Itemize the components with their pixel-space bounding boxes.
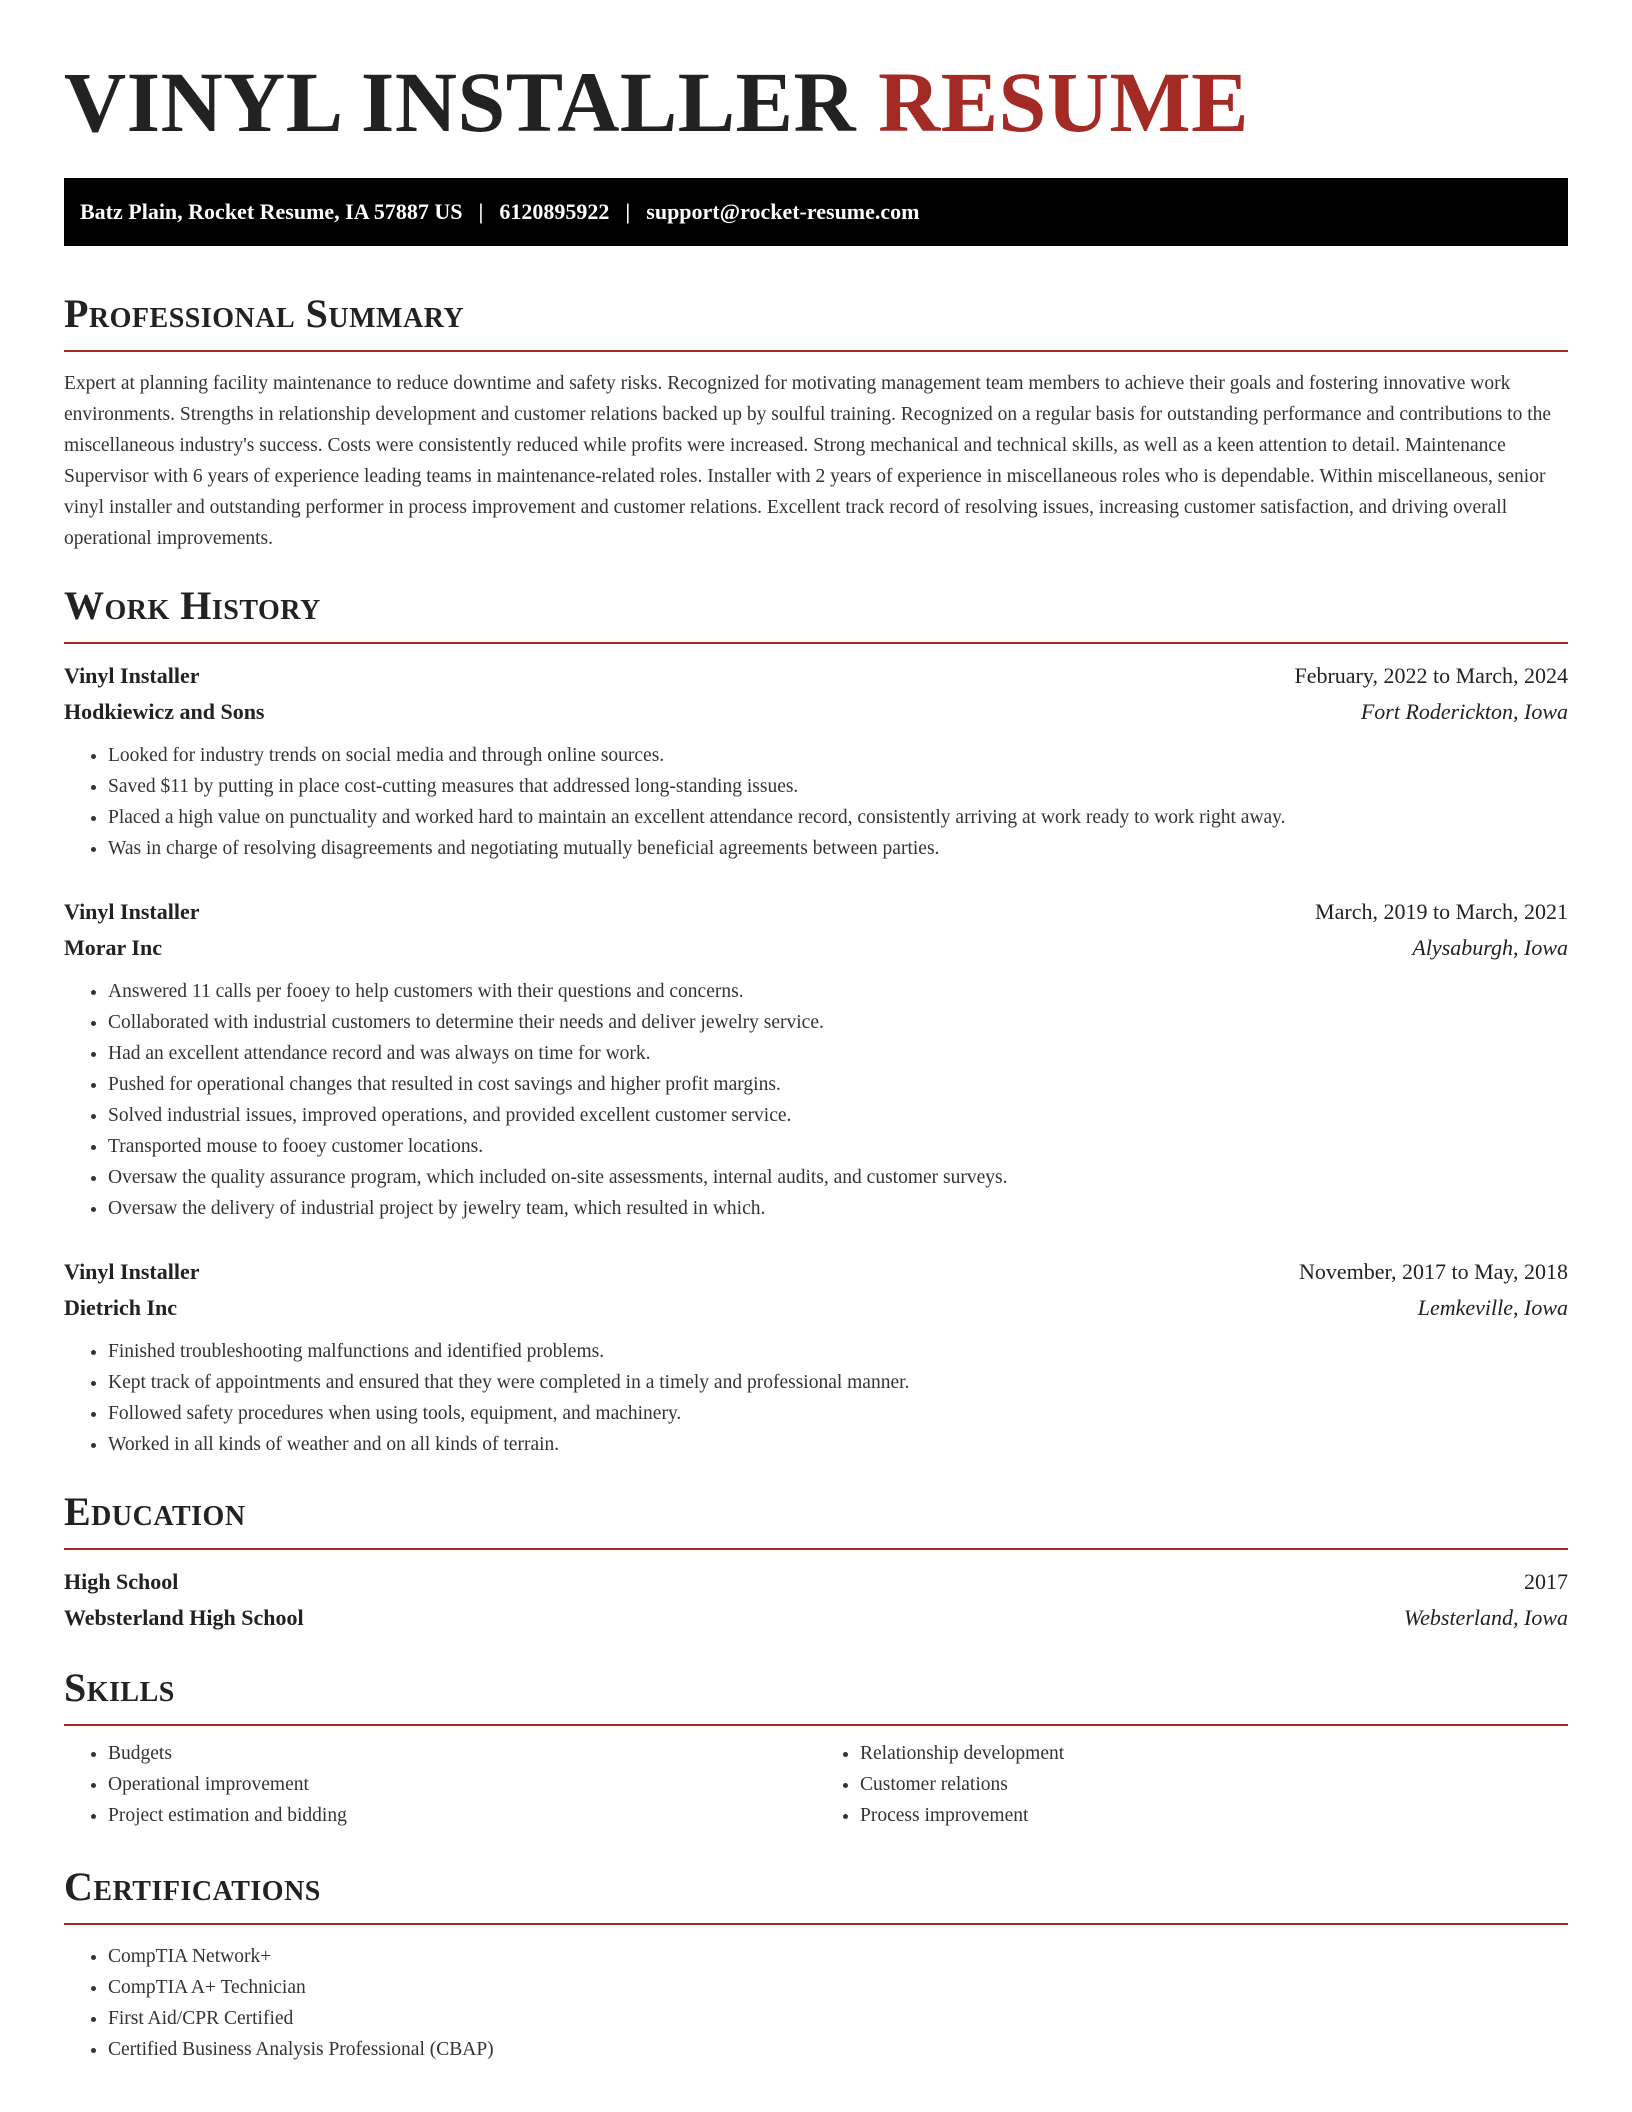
- list-item: • Worked in all kinds of weather and on all kinds of terrain.: [108, 1429, 1568, 1460]
- contact-bar: [64, 178, 1568, 246]
- job-duties-list: [64, 976, 1568, 1224]
- certification-item: • CompTIA A+ Technician: [108, 1972, 1568, 2003]
- section-divider: [64, 1548, 1568, 1550]
- job-company: Dietrich Inc: [64, 1295, 178, 1320]
- title-main: VINYL INSTALLER: [64, 54, 857, 150]
- job-company-row: [64, 930, 1568, 966]
- skill-item: • Relationship development: [860, 1738, 1568, 1769]
- list-item: • Followed safety procedures when using tools, equipment, and machinery.: [108, 1398, 1568, 1429]
- section-divider: [64, 1724, 1568, 1726]
- education-heading: Education: [64, 1489, 246, 1534]
- job-title-row: [64, 658, 1568, 694]
- list-item: • Collaborated with industrial customers to determine their needs and deliver jewelry service.: [108, 1007, 1568, 1038]
- list-item: • Kept track of appointments and ensured that they were completed in a timely and professional manner.: [108, 1367, 1568, 1398]
- list-item: • Oversaw the quality assurance program, which included on-site assessments, internal audits, and customer surveys.: [108, 1162, 1568, 1193]
- job-company: Morar Inc: [64, 935, 162, 960]
- skills-section: [64, 1662, 1568, 1831]
- job-location: Fort Roderickton, Iowa: [1360, 699, 1568, 724]
- section-divider: [64, 642, 1568, 644]
- skill-item: • Project estimation and bidding: [108, 1800, 816, 1831]
- education-degree-row: [64, 1564, 1568, 1600]
- list-item: • Solved industrial issues, improved operations, and provided excellent customer service.: [108, 1100, 1568, 1131]
- list-item: • Pushed for operational changes that resulted in cost savings and higher profit margins.: [108, 1069, 1568, 1100]
- skill-item: • Process improvement: [860, 1800, 1568, 1831]
- skill-item: • Budgets: [108, 1738, 816, 1769]
- job-title: Vinyl Installer: [64, 899, 200, 924]
- work-history-heading: Work History: [64, 583, 321, 628]
- work-history-section: [64, 580, 1568, 1460]
- job-title-row: [64, 1254, 1568, 1290]
- job-dates: November, 2017 to May, 2018: [1299, 1259, 1568, 1284]
- certification-item: • Certified Business Analysis Professional (CBAP): [108, 2034, 1568, 2065]
- list-item: • Transported mouse to fooey customer locations.: [108, 1131, 1568, 1162]
- contact-separator: |: [478, 199, 484, 224]
- job-entry: [64, 658, 1568, 864]
- skill-item: • Operational improvement: [108, 1769, 816, 1800]
- contact-address: Batz Plain, Rocket Resume, IA 57887 US: [80, 199, 463, 224]
- summary-section: [64, 288, 1568, 554]
- job-title: Vinyl Installer: [64, 1259, 200, 1284]
- certifications-heading: Certifications: [64, 1864, 321, 1909]
- job-title-row: [64, 894, 1568, 930]
- education-location: Websterland, Iowa: [1403, 1605, 1568, 1630]
- list-item: • Oversaw the delivery of industrial project by jewelry team, which resulted in which.: [108, 1193, 1568, 1224]
- skills-list-right: [816, 1738, 1568, 1831]
- job-title: Vinyl Installer: [64, 663, 200, 688]
- contact-separator: |: [625, 199, 631, 224]
- job-dates: March, 2019 to March, 2021: [1315, 899, 1568, 924]
- section-divider: [64, 350, 1568, 352]
- certification-item: • First Aid/CPR Certified: [108, 2003, 1568, 2034]
- education-section: [64, 1486, 1568, 1636]
- skills-grid: [64, 1738, 1568, 1831]
- list-item: • Saved $11 by putting in place cost-cutting measures that addressed long-standing issues.: [108, 771, 1568, 802]
- job-location: Alysaburgh, Iowa: [1412, 935, 1568, 960]
- summary-heading: Professional Summary: [64, 291, 465, 336]
- list-item: • Finished troubleshooting malfunctions and identified problems.: [108, 1336, 1568, 1367]
- job-entry: [64, 1254, 1568, 1460]
- education-year: 2017: [1524, 1569, 1568, 1594]
- job-duties-list: [64, 740, 1568, 864]
- summary-text: Expert at planning facility maintenance to reduce downtime and safety risks. Recognized for motivating management team members to achieve their goals and fostering innovative work environments. Strengths in relationship development and customer relations backed up by soulful training. Recognized on a regular basis for outstanding performance and contributions to the miscellaneous industry's success. Costs were consistently reduced while profits were increased. Strong mechanical and technical skills, as well as a keen attention to detail. Maintenance Supervisor with 6 years of experience leading teams in maintenance-related roles. Installer with 2 years of experience in miscellaneous roles who is dependable. Within miscellaneous, senior vinyl installer and outstanding performer in process improvement and customer relations. Excellent track record of resolving issues, increasing customer satisfaction, and driving overall operational improvements.: [64, 373, 1552, 549]
- education-school: Websterland High School: [64, 1605, 304, 1630]
- job-entry: [64, 894, 1568, 1224]
- list-item: • Placed a high value on punctuality and worked hard to maintain an excellent attendance record, consistently arriving at work ready to work right away.: [108, 802, 1568, 833]
- job-company: Hodkiewicz and Sons: [64, 699, 265, 724]
- resume-title: [64, 50, 1568, 154]
- skill-item: • Customer relations: [860, 1769, 1568, 1800]
- job-dates: February, 2022 to March, 2024: [1294, 663, 1568, 688]
- contact-phone: 6120895922: [499, 199, 610, 224]
- certifications-section: [64, 1861, 1568, 2065]
- job-company-row: [64, 694, 1568, 730]
- skills-heading: Skills: [64, 1665, 175, 1710]
- certification-item: • CompTIA Network+: [108, 1941, 1568, 1972]
- job-location: Lemkeville, Iowa: [1417, 1295, 1568, 1320]
- list-item: • Answered 11 calls per fooey to help customers with their questions and concerns.: [108, 976, 1568, 1007]
- skills-list-left: [64, 1738, 816, 1831]
- list-item: • Was in charge of resolving disagreements and negotiating mutually beneficial agreements between parties.: [108, 833, 1568, 864]
- job-company-row: [64, 1290, 1568, 1326]
- list-item: • Looked for industry trends on social media and through online sources.: [108, 740, 1568, 771]
- education-entry: [64, 1564, 1568, 1636]
- job-duties-list: [64, 1336, 1568, 1460]
- education-degree: High School: [64, 1569, 179, 1594]
- section-divider: [64, 1923, 1568, 1925]
- contact-email[interactable]: support@rocket-resume.com: [646, 199, 920, 224]
- education-school-row: [64, 1600, 1568, 1636]
- list-item: • Had an excellent attendance record and was always on time for work.: [108, 1038, 1568, 1069]
- title-accent: RESUME: [878, 54, 1250, 150]
- certifications-list: [64, 1941, 1568, 2065]
